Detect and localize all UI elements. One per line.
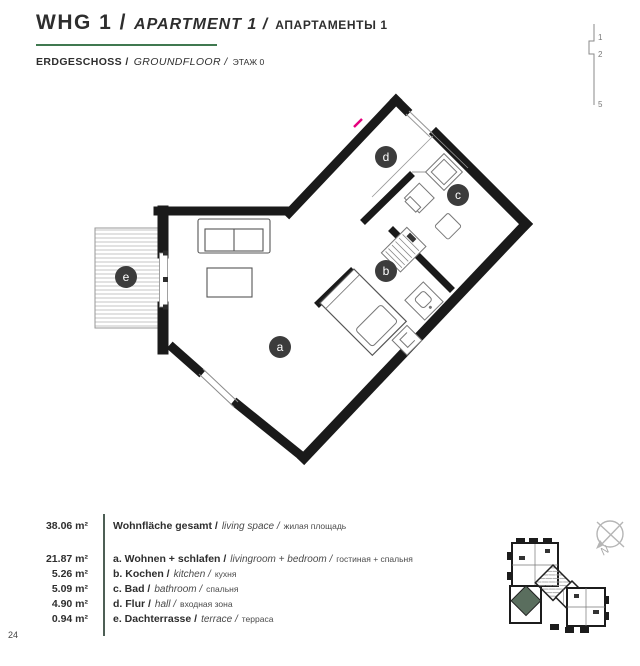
legend-room-b-de: b. Kochen / (113, 568, 170, 580)
legend-room-d-en: hall / (154, 599, 177, 610)
room-label-a: a (269, 336, 291, 358)
legend-room-c-de: c. Bad / (113, 583, 151, 595)
legend-room-c-ru: спальня (206, 584, 239, 594)
floor-indicator-line (589, 24, 594, 105)
compass-icon (596, 521, 624, 549)
subtitle-english: GROUNDFLOOR / (133, 56, 228, 68)
legend-room-b-en: kitchen / (173, 569, 211, 580)
legend-room-a-ru: гостиная + спальня (336, 554, 413, 564)
room-label-b: b (375, 260, 397, 282)
legend-room-e-ru: терраса (241, 614, 274, 624)
legend-total-ru: жилая площадь (283, 521, 347, 531)
legend-room-c-value: 5.09 m² (51, 583, 88, 595)
title-russian: АПАРТАМЕНТЫ 1 (275, 18, 388, 32)
site-plan (507, 538, 612, 633)
title-english: APARTMENT 1 / (134, 16, 269, 33)
floor-number-1: 1 (598, 33, 603, 42)
floor-number-5: 5 (598, 100, 603, 109)
legend-room-d-de: d. Flur / (113, 598, 151, 610)
bed (320, 269, 406, 355)
legend-room-a-value: 21.87 m² (45, 553, 88, 565)
legend-room-d-ru: входная зона (180, 599, 233, 609)
entrance-marker (354, 119, 362, 127)
legend-room-e-de: e. Dachterrasse / (113, 613, 198, 625)
room-label-d: d (375, 146, 397, 168)
room-label-e: e (115, 266, 137, 288)
legend-room-a-en: livingroom + bedroom / (230, 554, 333, 565)
legend-room-d-value: 4.90 m² (51, 598, 88, 610)
sofa (198, 219, 270, 253)
page-number: 24 (8, 630, 19, 640)
legend-room-c-en: bathroom / (154, 584, 203, 595)
legend-room-a-label (113, 552, 413, 567)
coffee-table (207, 268, 252, 297)
legend-room-d-label (113, 597, 233, 612)
subtitle-german: ERDGESCHOSS / (36, 56, 129, 68)
legend-total-de: Wohnfläche gesamt / (113, 520, 218, 532)
room-label-c: c (447, 184, 469, 206)
compass-north-label: N (598, 543, 612, 559)
terrace-door (160, 251, 169, 310)
legend-room-b-value: 5.26 m² (51, 568, 88, 580)
legend-room-a-de: a. Wohnen + schlafen / (113, 553, 227, 565)
legend-room-b-label (113, 567, 236, 582)
legend-room-e-value: 0.94 m² (51, 613, 88, 625)
window (199, 369, 238, 407)
floor-number-2: 2 (598, 50, 603, 59)
legend-room-e-label (113, 612, 273, 627)
title-german: WHG 1 / (36, 11, 128, 34)
legend-separator (103, 514, 105, 636)
legend-room-b-ru: кухня (214, 569, 237, 579)
legend-room-c-label (113, 582, 238, 597)
legend-total-en: living space / (221, 521, 280, 532)
subtitle-russian: ЭТАЖ 0 (232, 57, 265, 67)
legend-room-e-en: terrace / (201, 614, 238, 625)
legend-total-label (113, 519, 346, 534)
legend-total-value: 38.06 m² (45, 520, 88, 532)
